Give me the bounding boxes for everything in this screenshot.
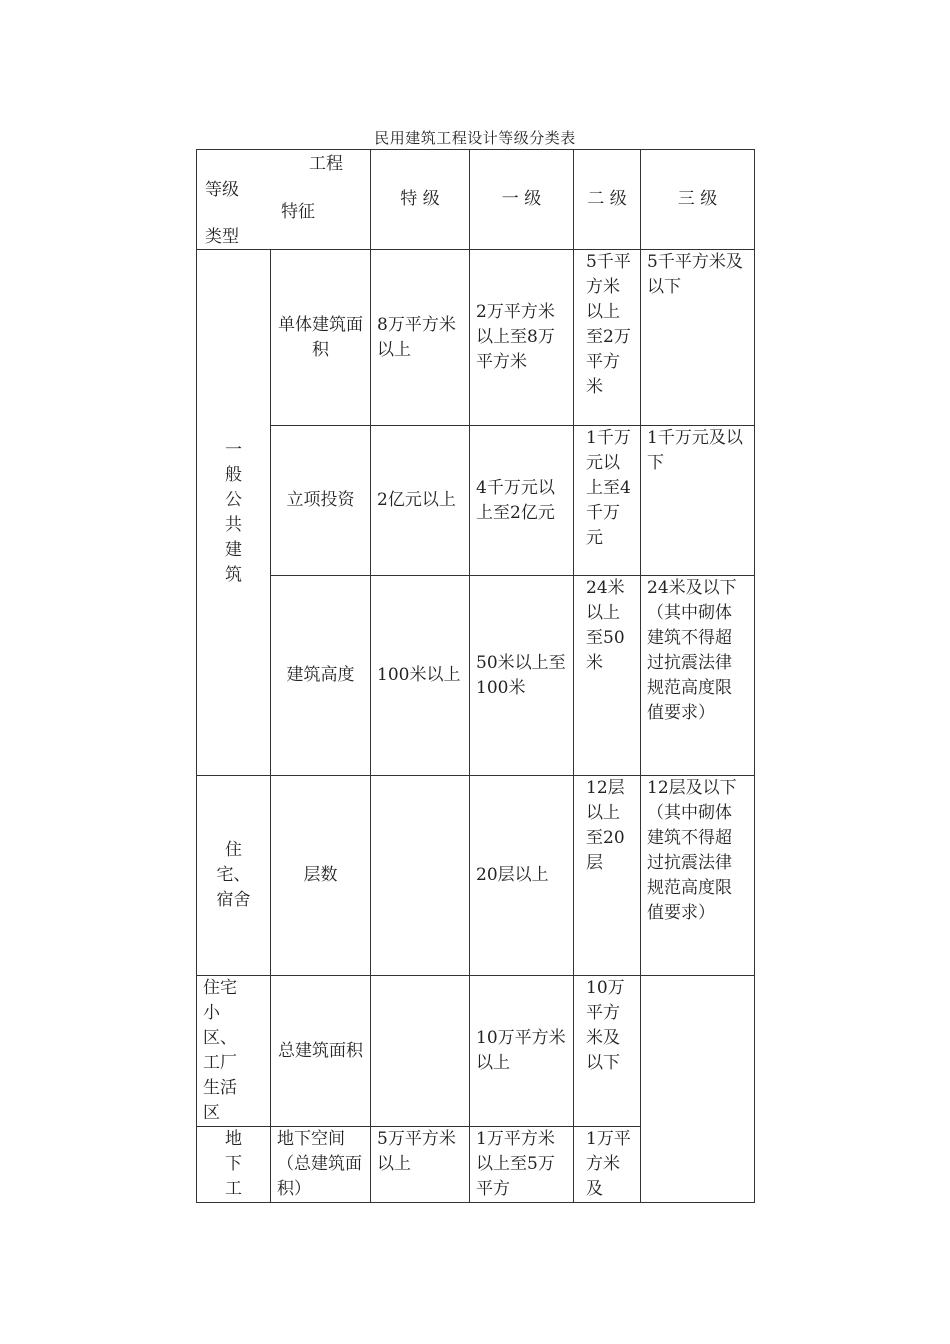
- table-row: [197, 426, 755, 576]
- value-cell: 1万平方米以上至5万平方: [470, 1127, 574, 1203]
- feature-cell: 地下空间（总建筑面积）: [271, 1127, 371, 1203]
- corner-type-label: 类型: [205, 227, 239, 247]
- value-cell: [641, 976, 755, 1203]
- table-title: 民用建筑工程设计等级分类表: [374, 129, 576, 147]
- value-cell: 1千万元以上至4千万元: [574, 426, 641, 576]
- feature-cell: 单体建筑面积: [271, 250, 371, 426]
- corner-top-label: 工程: [309, 154, 343, 174]
- value-cell: 100米以上: [371, 576, 470, 776]
- value-cell: 20层以上: [470, 776, 574, 976]
- table-row: [197, 576, 755, 776]
- feature-cell: 建筑高度: [271, 576, 371, 776]
- design-grade-table: [196, 149, 755, 1203]
- value-cell: 5万平方米以上: [371, 1127, 470, 1203]
- value-cell: 2万平方米以上至8万平方米: [470, 250, 574, 426]
- feature-cell: 总建筑面积: [271, 976, 371, 1127]
- value-cell: 12层以上至20层: [574, 776, 641, 976]
- group-district: 住宅小区、工厂生活区: [197, 976, 271, 1127]
- feature-cell: 立项投资: [271, 426, 371, 576]
- header-level1: 一 级: [470, 150, 574, 250]
- group-underground: 地下工: [197, 1127, 271, 1203]
- value-cell: 5千平方米及以下: [641, 250, 755, 426]
- value-cell: 10万平方米及以下: [574, 976, 641, 1127]
- header-level2: 二 级: [574, 150, 641, 250]
- value-cell: 2亿元以上: [371, 426, 470, 576]
- group-public: 一般公共建筑: [197, 250, 271, 776]
- value-cell: 5千平方米以上至2万平方米: [574, 250, 641, 426]
- header-special: 特 级: [371, 150, 470, 250]
- corner-header-cell: [197, 150, 371, 250]
- table-row: [197, 250, 755, 426]
- value-cell: [371, 976, 470, 1127]
- group-residential: 住宅、宿舍: [197, 776, 271, 976]
- value-cell: 8万平方米以上: [371, 250, 470, 426]
- value-cell: [371, 776, 470, 976]
- value-cell: 24米以上至50米: [574, 576, 641, 776]
- value-cell: 12层及以下（其中砌体建筑不得超过抗震法律规范高度限值要求）: [641, 776, 755, 976]
- header-row: [197, 150, 755, 250]
- value-cell: 24米及以下（其中砌体建筑不得超过抗震法律规范高度限值要求）: [641, 576, 755, 776]
- value-cell: 50米以上至100米: [470, 576, 574, 776]
- table-row: [197, 976, 755, 1127]
- value-cell: 1千万元及以下: [641, 426, 755, 576]
- value-cell: 1万平方米及: [574, 1127, 641, 1203]
- corner-grade-label: 等级: [205, 180, 239, 200]
- value-cell: 10万平方米以上: [470, 976, 574, 1127]
- table-row: [197, 776, 755, 976]
- feature-cell: 层数: [271, 776, 371, 976]
- value-cell: 4千万元以上至2亿元: [470, 426, 574, 576]
- corner-feature-label: 特征: [281, 202, 315, 222]
- header-level3: 三 级: [641, 150, 755, 250]
